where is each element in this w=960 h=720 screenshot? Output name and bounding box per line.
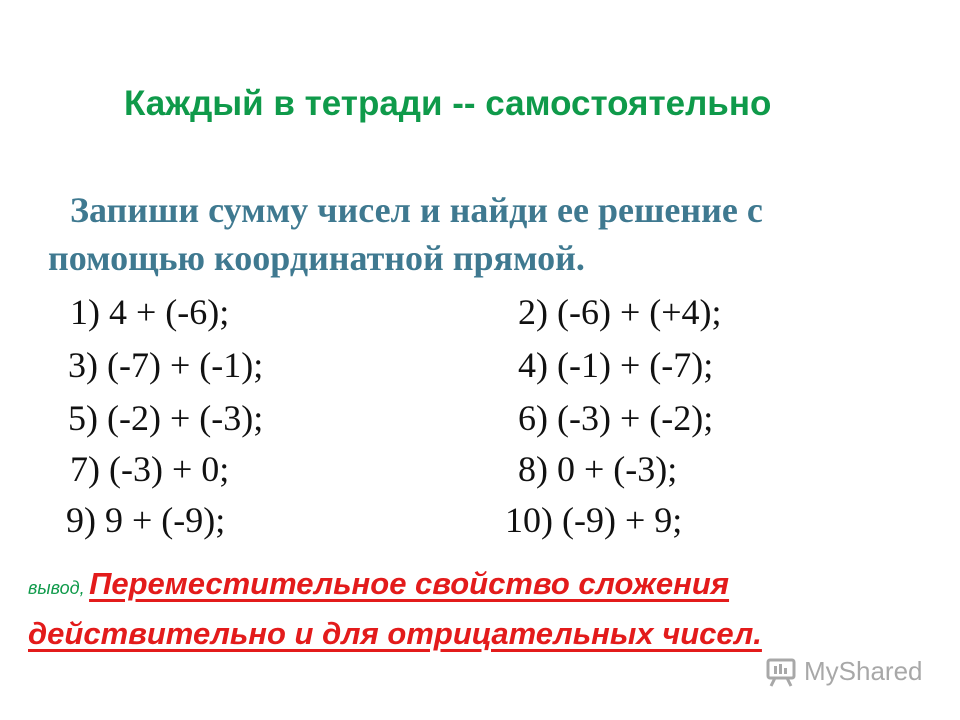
- exercise-2: 2) (-6) + (+4);: [518, 292, 722, 332]
- task-line-2: помощью координатной прямой.: [48, 238, 585, 278]
- conclusion: [28, 564, 928, 654]
- exercise-6: 6) (-3) + (-2);: [518, 398, 714, 438]
- exercise-1: 1) 4 + (-6);: [70, 292, 230, 332]
- task-instruction: [48, 186, 918, 282]
- exercise-5: 5) (-2) + (-3);: [68, 398, 264, 438]
- slide-heading: Каждый в тетради -- самостоятельно: [124, 84, 772, 123]
- watermark: [766, 656, 923, 687]
- conclusion-line-1: Переместительное свойство сложения: [89, 566, 730, 601]
- conclusion-label: вывод,: [28, 578, 85, 598]
- exercise-3: 3) (-7) + (-1);: [68, 345, 264, 385]
- exercise-8: 8) 0 + (-3);: [518, 449, 678, 489]
- exercise-4: 4) (-1) + (-7);: [518, 345, 714, 385]
- watermark-text: MyShared: [804, 656, 923, 686]
- exercise-10: 10) (-9) + 9;: [505, 500, 683, 540]
- task-line-1: Запиши сумму чисел и найди ее решение с: [70, 190, 763, 230]
- conclusion-line-2: действительно и для отрицательных чисел.: [28, 616, 762, 651]
- exercise-7: 7) (-3) + 0;: [70, 449, 230, 489]
- exercise-9: 9) 9 + (-9);: [66, 500, 226, 540]
- presentation-board-icon: [766, 657, 798, 687]
